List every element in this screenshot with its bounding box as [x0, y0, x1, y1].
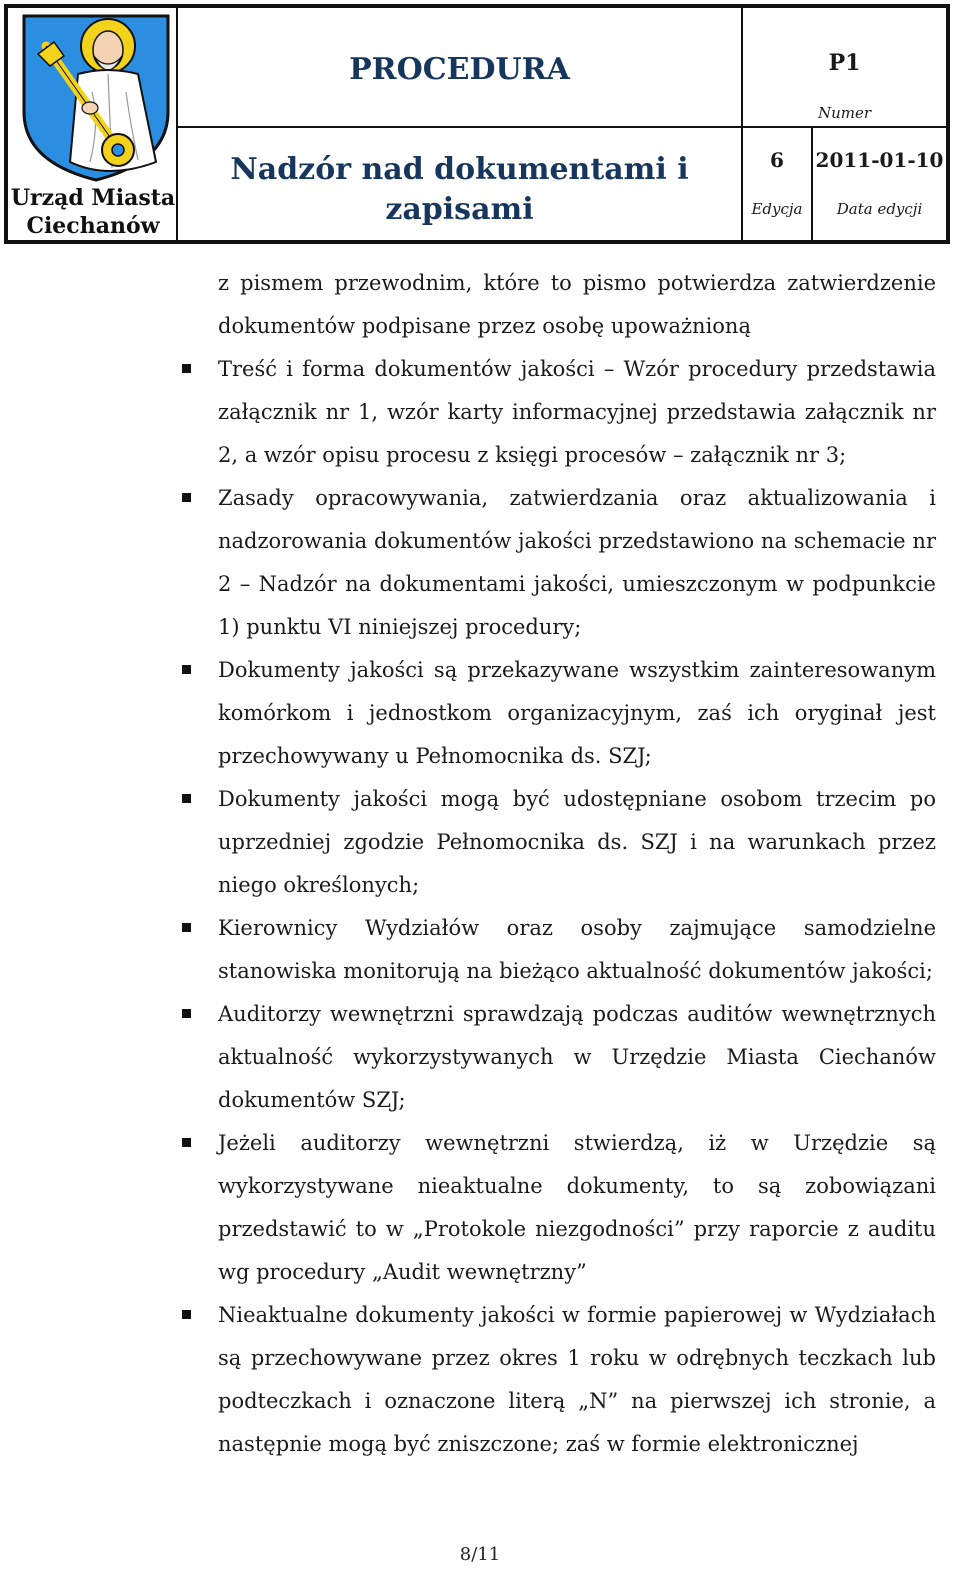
- continuation-paragraph: z pismem przewodnim, które to pismo potwierdza zatwierdzenie dokumentów podpisane przez osobę upoważnioną: [218, 271, 936, 338]
- procedure-label: PROCEDURA: [349, 52, 570, 87]
- number-value: P1: [828, 50, 861, 76]
- date-label: Data edycji: [836, 200, 923, 218]
- list-item: Dokumenty jakości są przekazywane wszystkim zainteresowanym komórkom i jednostkom organizacyjnym, zaś ich oryginał jest przechowywany u Pełnomocnika ds. SZJ;: [218, 649, 936, 778]
- number-label: Numer: [817, 104, 872, 122]
- list-item: Auditorzy wewnętrzni sprawdzają podczas auditów wewnętrznych aktualność wykorzystywanych w Urzędzie Miasta Ciechanów dokumentów SZJ;: [218, 993, 936, 1122]
- list-item: Jeżeli auditorzy wewnętrzni stwierdzą, iż w Urzędzie są wykorzystywane nieaktualne dokumenty, to są zobowiązani przedstawić to w „Protokole niezgodności” przy raporcie z auditu wg procedury „Audit wewnętrzny”: [218, 1122, 936, 1294]
- list-item: Zasady opracowywania, zatwierdzania oraz aktualizowania i nadzorowania dokumentów jakości przedstawiono na schemacie nr 2 – Nadzór na dokumentami jakości, umieszczonym w podpunkcie 1) punktu VI niniejszej procedury;: [218, 477, 936, 649]
- edition-value: 6: [770, 148, 784, 172]
- document-name: Nadzór nad dokumentami i zapisami: [230, 152, 689, 227]
- document-body: [0, 262, 960, 1466]
- document-name-cell: [178, 128, 743, 240]
- page-number: 8/11: [459, 1544, 501, 1565]
- list-item: Dokumenty jakości mogą być udostępniane osobom trzecim po uprzedniej zgodzie Pełnomocnika ds. SZJ i na warunkach przez niego określonych;: [218, 778, 936, 907]
- date-cell: [813, 128, 946, 240]
- logo-cell: [8, 8, 178, 240]
- city-crest-icon: [20, 12, 172, 184]
- procedure-cell: [178, 8, 743, 128]
- office-name: Urząd Miasta Ciechanów: [10, 185, 176, 239]
- list-item: Nieaktualne dokumenty jakości w formie papierowej w Wydziałach są przechowywane przez okres 1 roku w odrębnych teczkach lub podteczkach i oznaczone literą „N” na pierwszej ich stronie, a następnie mogą być zniszczone; zaś w formie elektronicznej: [218, 1294, 936, 1466]
- document-header: [4, 4, 950, 244]
- edition-cell: [743, 128, 813, 240]
- list-item: Kierownicy Wydziałów oraz osoby zajmujące samodzielne stanowiska monitorują na bieżąco aktualność dokumentów jakości;: [218, 907, 936, 993]
- edition-label: Edycja: [751, 200, 803, 218]
- list-item: Treść i forma dokumentów jakości – Wzór procedury przedstawia załącznik nr 1, wzór karty informacyjnej przedstawia załącznik nr 2, a wzór opisu procesu z księgi procesów – załącznik nr 3;: [218, 348, 936, 477]
- date-value: 2011-01-10: [815, 148, 944, 172]
- number-cell: [743, 8, 946, 128]
